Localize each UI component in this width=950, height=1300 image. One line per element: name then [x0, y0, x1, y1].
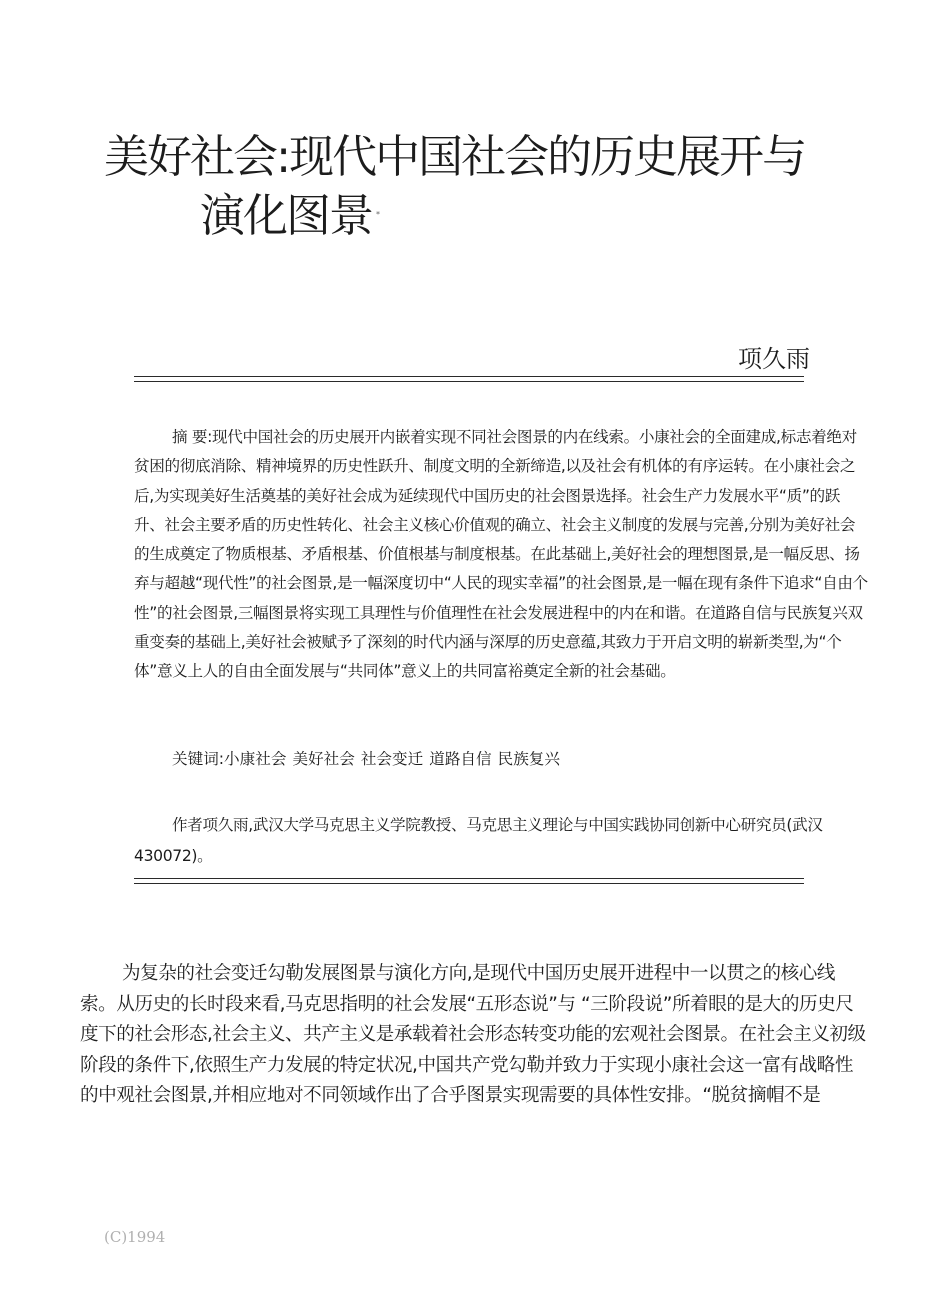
- header-divider: [134, 376, 804, 382]
- abstract-divider: [134, 878, 804, 884]
- article-title: [104, 128, 884, 245]
- article-title-line1: 美好社会:现代中国社会的历史展开与: [104, 130, 806, 183]
- keywords: [172, 745, 566, 774]
- author-info: 作者项久雨,武汉大学马克思主义学院教授、马克思主义理论与中国实践协同创新中心研究员(武汉 430072)。: [134, 816, 823, 865]
- keyword: 小康社会: [224, 750, 287, 768]
- keyword: 社会变迁: [360, 750, 424, 768]
- keywords-label: 关键词:: [172, 750, 225, 768]
- keyword: 民族复兴: [497, 750, 560, 768]
- body-paragraph: 为复杂的社会变迁勾勒发展图景与演化方向,是现代中国历史展开进程中一以贯之的核心线索。从历史的长时段来看,马克思指明的社会发展“五形态说”与 “三阶段说”所着眼的是大的历史尺度下的社会形态,社会主义、共产主义是承载着社会形态转变功能的宏观社会图景。在社会主义初级阶段的条件下,依照生产力发展的特定状况,中国共产党勾勒并致力于实现小康社会这一富有战略性的中观社会图景,并相应地对不同领域作出了合乎图景实现需要的具体性安排。“脱贫摘帽不是: [80, 963, 866, 1107]
- copyright-footer: (C)1994: [104, 1228, 166, 1246]
- author-name: 项久雨: [738, 345, 810, 373]
- keyword: 道路自信: [429, 750, 492, 768]
- title-footnote-mark[interactable]: *: [376, 210, 381, 219]
- keyword: 美好社会: [292, 750, 355, 768]
- article-title-line2: [104, 186, 884, 245]
- article-title-line2-text: 演化图景: [200, 189, 373, 242]
- abstract: 摘 要:现代中国社会的历史展开内嵌着实现不同社会图景的内在线索。小康社会的全面建成,标志着绝对贫困的彻底消除、精神境界的历史性跃升、制度文明的全新缔造,以及社会有机体的有序运转。在小康社会之后,为实现美好生活奠基的美好社会成为延续现代中国历史的社会图景选择。社会生产力发展水平“质”的跃升、社会主要矛盾的历史性转化、社会主义核心价值观的确立、社会主义制度的发展与完善,分别为美好社会的生成奠定了物质根基、矛盾根基、价值根基与制度根基。在此基础上,美好社会的理想图景,是一幅反思、扬弃与超越“现代性”的社会图景,是一幅深度切中“人民的现实幸福”的社会图景,是一幅在现有条件下追求“自由个性”的社会图景,三幅图景将实现工具理性与价值理性在社会发展进程中的内在和谐。在道路自信与民族复兴双重变奏的基础上,美好社会被赋予了深刻的时代内涵与深厚的历史意蕴,其致力于开启文明的崭新类型,为“个体”意义上人的自由全面发展与“共同体”意义上的共同富裕奠定全新的社会基础。: [134, 428, 868, 681]
